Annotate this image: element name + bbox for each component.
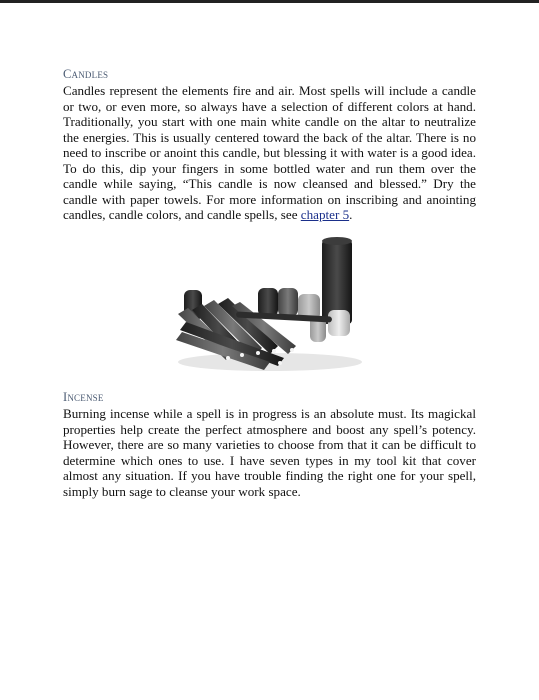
candles-text-end: . <box>349 207 353 222</box>
section-heading-incense: Incense <box>63 390 104 404</box>
chapter-5-link[interactable]: chapter 5 <box>300 207 350 222</box>
incense-paragraph: Burning incense while a spell is in progress is an absolute must. Its magickal properties help create the perfect atmosphere and boost any spell’s potency. However, there are so many varieties to choose from that it can be difficult to determine which ones to use. I have seven types in my tool kit that cover almost any situation. If you have trouble finding the right one for your spell, simply burn sage to cleanse your work space. <box>63 406 476 499</box>
candles-text: Candles represent the elements fire and air. Most spells will include a candle or two, or even more, so always have a selection of different colors at hand. Traditionally, you start with one main white candle on the altar to neutralize the energies. This is usually centered toward the back of the altar. There is no need to inscribe or anoint this candle, but blessing it with water is a good idea. To do this, dip your fingers in some bottled water and run them over the candle while saying, “This candle is now cleansed and blessed.” Dry the candle with paper towels. For more information on inscribing and anointing candles, candle colors, and candle spells, see <box>63 83 476 222</box>
top-rule <box>0 0 539 3</box>
candles-photo <box>174 234 366 372</box>
section-heading-candles: Candles <box>63 67 109 81</box>
candles-paragraph <box>63 83 476 223</box>
